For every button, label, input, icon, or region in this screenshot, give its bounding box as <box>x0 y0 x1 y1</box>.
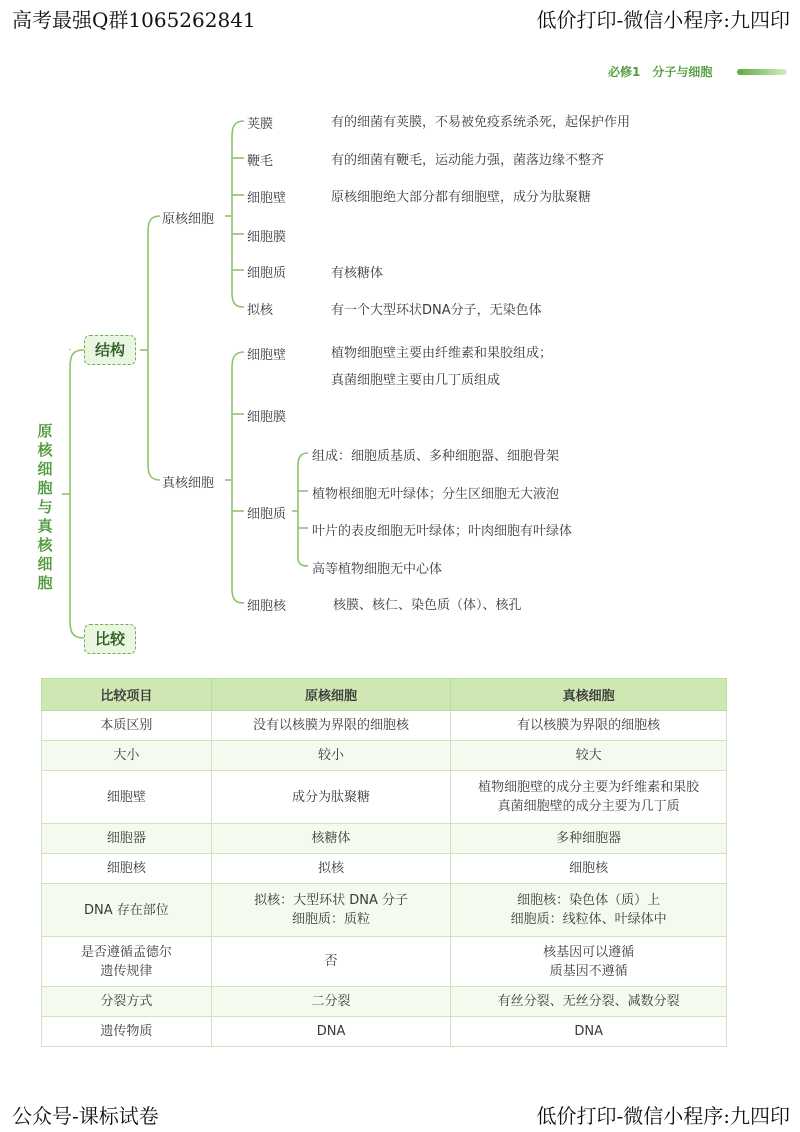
table-cell: 细胞器 <box>42 824 212 854</box>
table-cell: 细胞核 <box>451 854 727 884</box>
eu-wall-line2: 真菌细胞壁主要由几丁质组成 <box>331 373 501 388</box>
table-cell: 成分为肽聚糖 <box>211 771 451 824</box>
pro-item-name: 细胞膜 <box>247 230 287 245</box>
table-cell <box>42 937 212 987</box>
table-cell: DNA <box>211 1017 451 1047</box>
table-row <box>42 771 727 824</box>
table-row <box>42 824 727 854</box>
pro-item-name: 鞭毛 <box>247 154 274 169</box>
structure-tag: 结构 <box>84 335 136 365</box>
table-cell-line: 是否遵循孟德尔 <box>80 944 172 960</box>
eukaryote-label: 真核细胞 <box>162 476 215 491</box>
footer-print-ad: 低价打印-微信小程序:九四印 <box>536 1104 790 1128</box>
table-header-row <box>42 679 727 711</box>
table-cell-line: 细胞质：线粒体、叶绿体中 <box>510 912 667 927</box>
table-row <box>42 884 727 937</box>
table-cell: 分裂方式 <box>42 987 212 1017</box>
mindmap-root-title: 原核细胞与真核细胞 <box>37 422 53 592</box>
table-cell: DNA <box>451 1017 727 1047</box>
table-header: 比较项目 <box>42 679 212 711</box>
eu-cytoplasm-name: 细胞质 <box>247 507 287 522</box>
table-cell: 二分裂 <box>211 987 451 1017</box>
footer-wechat-account: 公众号-课标试卷 <box>12 1104 159 1128</box>
eu-wall-name: 细胞壁 <box>247 348 287 363</box>
table-cell <box>211 884 451 937</box>
table-cell: 较小 <box>211 741 451 771</box>
table-cell: 本质区别 <box>42 711 212 741</box>
eu-membrane-name: 细胞膜 <box>247 410 287 425</box>
table-cell: 大小 <box>42 741 212 771</box>
table-cell: 拟核 <box>211 854 451 884</box>
pro-item-name: 细胞质 <box>247 266 287 281</box>
pro-item-name: 拟核 <box>247 303 274 318</box>
table-cell-line: 真菌细胞壁的成分主要为几丁质 <box>497 799 680 814</box>
table-row <box>42 937 727 987</box>
table-row <box>42 854 727 884</box>
pro-item-desc: 有的细菌有荚膜，不易被免疫系统杀死，起保护作用 <box>331 115 631 130</box>
pro-item-desc: 有的细菌有鞭毛，运动能力强，菌落边缘不整齐 <box>331 153 605 168</box>
table-cell <box>451 937 727 987</box>
eu-nucleus-name: 细胞核 <box>247 599 287 614</box>
table-cell-line: 植物细胞壁的成分主要为纤维素和果胶 <box>478 780 700 795</box>
table-cell-line: 核基因可以遵循 <box>543 944 635 960</box>
pro-item-desc: 原核细胞绝大部分都有细胞壁，成分为肽聚糖 <box>331 190 592 205</box>
table-cell <box>451 771 727 824</box>
table-cell-line: 细胞核：染色体（质）上 <box>517 893 661 908</box>
pro-item-name: 荚膜 <box>247 117 274 132</box>
table-cell: 没有以核膜为界限的细胞核 <box>211 711 451 741</box>
table-cell-line: 拟核：大型环状 DNA 分子 <box>254 893 409 908</box>
eu-cytoplasm-point: 植物根细胞无叶绿体；分生区细胞无大液泡 <box>312 487 560 502</box>
table-cell <box>451 884 727 937</box>
table-cell: 有以核膜为界限的细胞核 <box>451 711 727 741</box>
table-cell: 有丝分裂、无丝分裂、减数分裂 <box>451 987 727 1017</box>
compare-tag: 比较 <box>84 624 136 654</box>
eu-cytoplasm-point: 高等植物细胞无中心体 <box>312 562 443 577</box>
table-cell: 细胞壁 <box>42 771 212 824</box>
table-header: 原核细胞 <box>211 679 451 711</box>
table-cell-line: 细胞质：质粒 <box>292 912 371 927</box>
pro-item-desc: 有核糖体 <box>331 266 384 281</box>
eu-nucleus-desc: 核膜、核仁、染色质（体）、核孔 <box>333 598 522 613</box>
header-print-ad: 低价打印-微信小程序:九四印 <box>536 8 790 32</box>
table-cell-line: 质基因不遵循 <box>549 963 628 979</box>
table-cell: 多种细胞器 <box>451 824 727 854</box>
table-cell-line: 遗传规律 <box>100 963 153 979</box>
table-cell: 否 <box>211 937 451 987</box>
table-row <box>42 711 727 741</box>
table-row <box>42 741 727 771</box>
pro-item-desc: 有一个大型环状DNA分子，无染色体 <box>331 303 542 318</box>
eu-cytoplasm-point: 组成：细胞质基质、多种细胞器、细胞骨架 <box>312 449 560 464</box>
prokaryote-label: 原核细胞 <box>162 212 215 227</box>
pro-item-name: 细胞壁 <box>247 191 287 206</box>
chapter-label: 必修1 分子与细胞 <box>608 65 713 79</box>
eu-cytoplasm-point: 叶片的表皮细胞无叶绿体；叶肉细胞有叶绿体 <box>312 524 573 539</box>
table-header: 真核细胞 <box>451 679 727 711</box>
header-qq-group: 高考最强Q群1065262841 <box>12 8 256 32</box>
table-cell: 核糖体 <box>211 824 451 854</box>
table-row <box>42 987 727 1017</box>
comparison-table <box>41 678 727 1047</box>
table-row <box>42 1017 727 1047</box>
table-cell: DNA 存在部位 <box>42 884 212 937</box>
table-cell: 遗传物质 <box>42 1017 212 1047</box>
table-cell: 较大 <box>451 741 727 771</box>
eu-wall-line1: 植物细胞壁主要由纤维素和果胶组成； <box>331 346 553 361</box>
table-cell: 细胞核 <box>42 854 212 884</box>
